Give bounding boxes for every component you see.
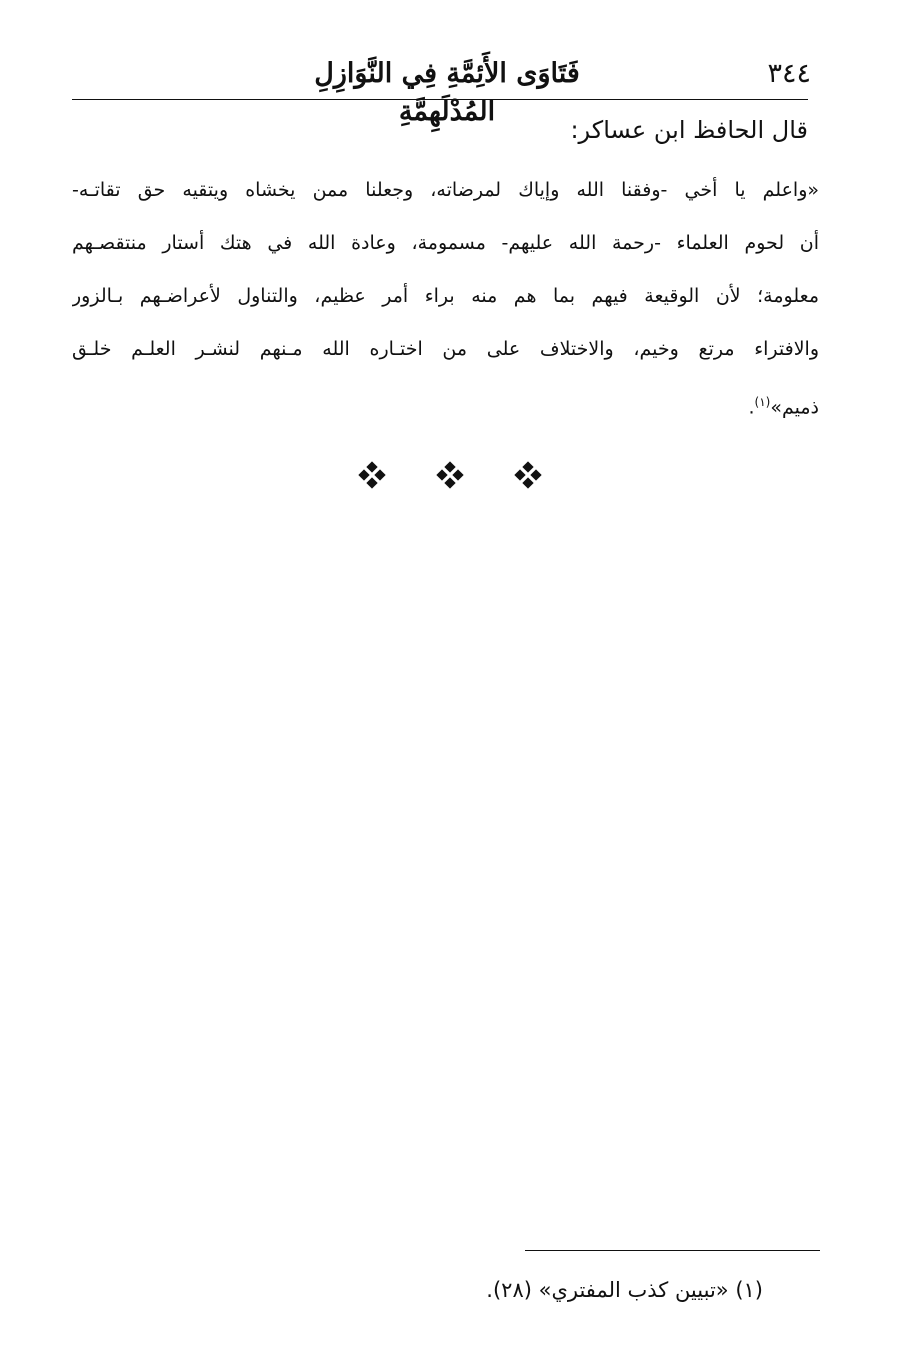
last-line-text: ذميم» [770, 396, 819, 419]
page-number: ٣٤٤ [767, 58, 811, 89]
footnote-rule [525, 1250, 820, 1251]
intro-line: قال الحافظ ابن عساكر: [570, 116, 808, 144]
header-rule [72, 99, 808, 100]
body-line: «واعلم يا أخي -وفقنا الله وإياك لمرضاته، وجعلنا ممن يخشاه ويتقيه حق تقاتـه- [72, 179, 819, 201]
section-ornaments [360, 455, 540, 495]
running-title: فَتَاوَى الأَئِمَّةِ فِي النَّوَازِلِ المُدْلَهِمَّةِ [314, 58, 580, 127]
body-line: معلومة؛ لأن الوقيعة فيهم بما هم منه براء أمر عظيم، والتناول لأعراضـهم بـالزور [72, 285, 819, 307]
body-line: والافتراء مرتع وخيم، والاختلاف على من اختـاره الله مـنهم لنشـر العلـم خلـق [72, 338, 819, 360]
ornament-icon [438, 463, 462, 487]
ornament-icon [516, 463, 540, 487]
footnote-reference: (١) [754, 395, 771, 409]
footnote-text: (١) «تبيين كذب المفتري» (٢٨). [486, 1278, 763, 1302]
body-line-last [72, 376, 819, 429]
last-line-period: . [748, 396, 755, 419]
body-text [72, 164, 819, 429]
ornament-icon [360, 463, 384, 487]
body-line: أن لحوم العلماء -رحمة الله عليهم- مسمومة، وعادة الله في هتك أستار منتقصـهم [72, 232, 819, 254]
